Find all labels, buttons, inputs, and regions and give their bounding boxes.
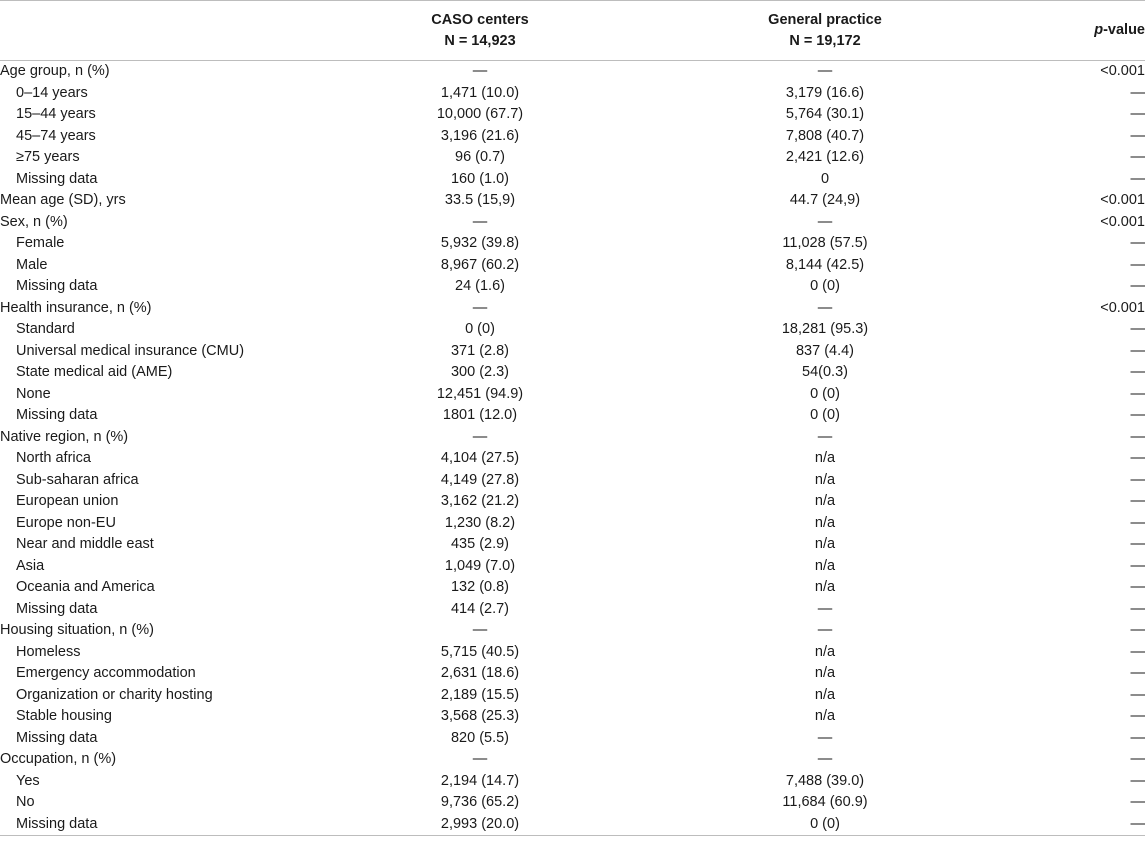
cell-caso-centers: —	[472, 428, 488, 445]
cell-general-practice: 8,144 (42.5)	[785, 256, 865, 273]
cell-p-value: <0.001	[1100, 63, 1145, 79]
table-row	[0, 104, 1145, 126]
table-row	[0, 61, 1145, 83]
cell-general-practice: 0 (0)	[810, 385, 840, 402]
cell-general-practice: —	[817, 600, 833, 617]
cell-general-practice: n/a	[814, 579, 836, 595]
cell-p-value: —	[1130, 450, 1145, 466]
table-row	[0, 728, 1145, 750]
header-variable	[0, 1, 320, 61]
table-row	[0, 384, 1145, 406]
cell-p-value: —	[1130, 235, 1145, 251]
header-gp-n: N = 19,172	[789, 32, 861, 49]
table-row	[0, 190, 1145, 212]
cell-caso-centers: 414 (2.7)	[450, 600, 510, 617]
cell-general-practice: 7,808 (40.7)	[785, 127, 865, 144]
cell-caso-centers: 24 (1.6)	[455, 278, 505, 294]
table-row	[0, 513, 1145, 535]
row-label: Asia	[16, 557, 45, 574]
cell-caso-centers: 2,194 (14.7)	[440, 772, 520, 789]
row-label: ≥75 years	[16, 149, 80, 165]
cell-caso-centers: 1,049 (7.0)	[444, 557, 516, 574]
cell-p-value: —	[1130, 256, 1145, 273]
cell-p-value: —	[1130, 665, 1145, 681]
cell-caso-centers: 0 (0)	[465, 321, 495, 337]
table-row	[0, 276, 1145, 298]
row-label: European union	[16, 493, 119, 509]
cell-general-practice: n/a	[814, 450, 836, 466]
table-row	[0, 341, 1145, 363]
cell-general-practice: —	[817, 622, 833, 638]
cell-caso-centers: 4,104 (27.5)	[440, 450, 520, 466]
cell-general-practice: n/a	[814, 708, 836, 724]
cell-general-practice: 837 (4.4)	[795, 342, 855, 359]
cell-caso-centers: 4,149 (27.8)	[440, 471, 520, 488]
cell-caso-centers: 300 (2.3)	[450, 364, 510, 380]
cell-caso-centers: 12,451 (94.9)	[436, 385, 524, 402]
cell-caso-centers: 1,471 (10.0)	[440, 84, 520, 101]
header-p-rest: -value	[1103, 22, 1145, 38]
row-label: Organization or charity hosting	[16, 686, 213, 703]
row-label: None	[16, 385, 51, 402]
cell-caso-centers: 3,568 (25.3)	[440, 708, 520, 724]
row-label: No	[16, 794, 35, 810]
cell-caso-centers: 10,000 (67.7)	[436, 106, 524, 122]
row-label: Stable housing	[16, 708, 112, 724]
row-label: Europe non-EU	[16, 514, 116, 531]
cell-general-practice: —	[817, 63, 833, 79]
row-label: Homeless	[16, 643, 81, 660]
cell-caso-centers: 132 (0.8)	[450, 579, 510, 595]
cell-p-value: —	[1130, 471, 1145, 488]
table-row	[0, 448, 1145, 470]
cell-general-practice: 11,028 (57.5)	[782, 235, 868, 251]
cell-caso-centers: 3,196 (21.6)	[440, 127, 520, 144]
table-row	[0, 169, 1145, 191]
cell-p-value: —	[1130, 622, 1145, 638]
cell-caso-centers: 5,715 (40.5)	[440, 643, 520, 660]
cell-caso-centers: 96 (0.7)	[455, 149, 505, 165]
cell-caso-centers: 1,230 (8.2)	[444, 514, 516, 531]
cell-general-practice: n/a	[814, 514, 836, 531]
cell-p-value: —	[1130, 364, 1145, 380]
table-row	[0, 620, 1145, 642]
table-row	[0, 792, 1145, 814]
row-label: Occupation, n (%)	[0, 751, 117, 767]
cell-general-practice: 7,488 (39.0)	[785, 772, 865, 789]
table-row	[0, 642, 1145, 664]
cell-p-value: —	[1130, 407, 1145, 423]
table-row	[0, 556, 1145, 578]
table-row	[0, 427, 1145, 449]
cell-p-value: —	[1130, 321, 1145, 337]
row-label: Standard	[16, 321, 75, 337]
cell-p-value: —	[1130, 493, 1145, 509]
cell-general-practice: —	[817, 751, 833, 767]
cell-general-practice: 18,281 (95.3)	[781, 321, 869, 337]
cell-caso-centers: 2,631 (18.6)	[440, 665, 520, 681]
table-row	[0, 771, 1145, 793]
header-caso-centers	[320, 1, 640, 61]
table-row	[0, 233, 1145, 255]
cell-p-value: —	[1130, 385, 1145, 402]
cell-caso-centers: 820 (5.5)	[450, 729, 510, 746]
table-row	[0, 83, 1145, 105]
row-label: Mean age (SD), yrs	[0, 192, 126, 208]
cell-p-value: —	[1130, 579, 1145, 595]
table-row	[0, 706, 1145, 728]
cell-p-value: <0.001	[1100, 299, 1145, 316]
row-label: Missing data	[16, 407, 98, 423]
table-row	[0, 491, 1145, 513]
cell-p-value: —	[1010, 814, 1145, 836]
cell-caso-centers: 371 (2.8)	[450, 342, 510, 359]
table-row	[0, 599, 1145, 621]
cell-p-value: —	[1130, 729, 1145, 746]
cell-p-value: —	[1130, 84, 1145, 101]
row-label: 0–14 years	[16, 84, 88, 101]
cell-caso-centers: —	[472, 63, 488, 79]
table-row	[0, 577, 1145, 599]
table-header	[0, 1, 1145, 61]
cell-general-practice: n/a	[814, 686, 836, 703]
cell-p-value: —	[1130, 278, 1145, 294]
header-gp-title: General practice	[768, 11, 882, 28]
table-row	[0, 663, 1145, 685]
cell-general-practice: 5,764 (30.1)	[785, 106, 865, 122]
row-label: Near and middle east	[16, 536, 154, 552]
cell-general-practice: n/a	[814, 536, 836, 552]
cell-p-value: —	[1130, 106, 1145, 122]
row-label: Missing data	[16, 278, 98, 294]
table-row	[0, 534, 1145, 556]
cell-p-value: —	[1130, 557, 1145, 574]
row-label: Emergency accommodation	[16, 665, 196, 681]
row-label: Missing data	[0, 814, 320, 836]
cell-caso-centers: —	[472, 622, 488, 638]
cell-caso-centers: 1801 (12.0)	[442, 407, 518, 423]
table-row	[0, 405, 1145, 427]
row-label: 15–44 years	[16, 106, 96, 122]
cell-general-practice: 0 (0)	[810, 278, 840, 294]
row-label: Age group, n (%)	[0, 63, 110, 79]
cell-p-value: —	[1130, 428, 1145, 445]
cell-general-practice: —	[817, 428, 833, 445]
cell-p-value: —	[1130, 536, 1145, 552]
cell-general-practice: 44.7 (24,9)	[789, 192, 861, 208]
cell-p-value: —	[1130, 794, 1145, 810]
row-label: Missing data	[16, 170, 98, 187]
cell-p-value: —	[1130, 772, 1145, 789]
cell-general-practice: n/a	[814, 665, 836, 681]
cell-general-practice: n/a	[814, 471, 836, 488]
table-row	[0, 685, 1145, 707]
cell-p-value: <0.001	[1100, 213, 1145, 230]
table-row	[0, 362, 1145, 384]
cell-caso-centers: 33.5 (15,9)	[444, 192, 516, 208]
table-body	[0, 61, 1145, 836]
cell-caso-centers: 8,967 (60.2)	[440, 256, 520, 273]
cell-general-practice: 0	[820, 170, 830, 187]
header-p-value	[1010, 1, 1145, 61]
row-label: Native region, n (%)	[0, 428, 129, 445]
cell-p-value: —	[1130, 149, 1145, 165]
header-row	[0, 1, 1145, 61]
row-label: Universal medical insurance (CMU)	[16, 342, 245, 359]
cell-caso-centers: 2,189 (15.5)	[440, 686, 520, 703]
header-caso-n: N = 14,923	[444, 32, 516, 49]
row-label: Oceania and America	[16, 579, 155, 595]
cell-p-value: —	[1130, 514, 1145, 531]
cell-general-practice: 3,179 (16.6)	[785, 84, 865, 101]
cell-caso-centers: 160 (1.0)	[450, 170, 510, 187]
cell-p-value: —	[1130, 600, 1145, 617]
row-label: Health insurance, n (%)	[0, 299, 152, 316]
cell-p-value: —	[1130, 686, 1145, 703]
row-label: State medical aid (AME)	[16, 364, 173, 380]
cell-caso-centers: 2,993 (20.0)	[320, 814, 640, 836]
row-label: Female	[16, 235, 65, 251]
table-row	[0, 470, 1145, 492]
cell-caso-centers: —	[472, 299, 488, 316]
cell-p-value: —	[1130, 708, 1145, 724]
cell-general-practice: n/a	[814, 643, 836, 660]
table-row	[0, 298, 1145, 320]
cell-caso-centers: —	[472, 751, 488, 767]
cell-general-practice: —	[817, 299, 833, 316]
cell-caso-centers: 5,932 (39.8)	[440, 235, 520, 251]
cell-caso-centers: —	[472, 213, 488, 230]
row-label: Sub-saharan africa	[16, 471, 139, 488]
row-label: Housing situation, n (%)	[0, 622, 154, 638]
row-label: Yes	[16, 772, 40, 789]
row-label: Male	[16, 256, 48, 273]
row-label: 45–74 years	[16, 127, 96, 144]
cell-general-practice: —	[817, 729, 833, 746]
header-general-practice	[640, 1, 1010, 61]
table-row	[0, 319, 1145, 341]
cell-general-practice: 54(0.3)	[802, 364, 848, 380]
cell-general-practice: n/a	[814, 557, 836, 574]
cell-general-practice: n/a	[814, 493, 836, 509]
table-row	[0, 749, 1145, 771]
cell-caso-centers: 9,736 (65.2)	[440, 794, 520, 810]
cell-p-value: —	[1130, 342, 1145, 359]
cell-caso-centers: 3,162 (21.2)	[440, 493, 520, 509]
table-row	[0, 126, 1145, 148]
cell-general-practice: 2,421 (12.6)	[785, 149, 865, 165]
cell-general-practice: 11,684 (60.9)	[782, 794, 868, 810]
header-caso-title: CASO centers	[431, 11, 529, 28]
cell-general-practice: 0 (0)	[640, 814, 1010, 836]
cell-p-value: —	[1130, 643, 1145, 660]
cell-p-value: —	[1130, 170, 1145, 187]
table-row	[0, 147, 1145, 169]
cell-p-value: <0.001	[1100, 192, 1145, 208]
cell-p-value: —	[1130, 127, 1145, 144]
row-label: Sex, n (%)	[0, 213, 68, 230]
table-row	[0, 814, 1145, 836]
cell-caso-centers: 435 (2.9)	[450, 536, 510, 552]
cell-general-practice: 0 (0)	[810, 407, 840, 423]
cell-p-value: —	[1130, 751, 1145, 767]
table-row	[0, 255, 1145, 277]
table-row	[0, 212, 1145, 234]
row-label: North africa	[16, 450, 91, 466]
row-label: Missing data	[16, 600, 98, 617]
header-p-italic: p	[1094, 22, 1104, 38]
row-label: Missing data	[16, 729, 98, 746]
cell-general-practice: —	[817, 213, 833, 230]
